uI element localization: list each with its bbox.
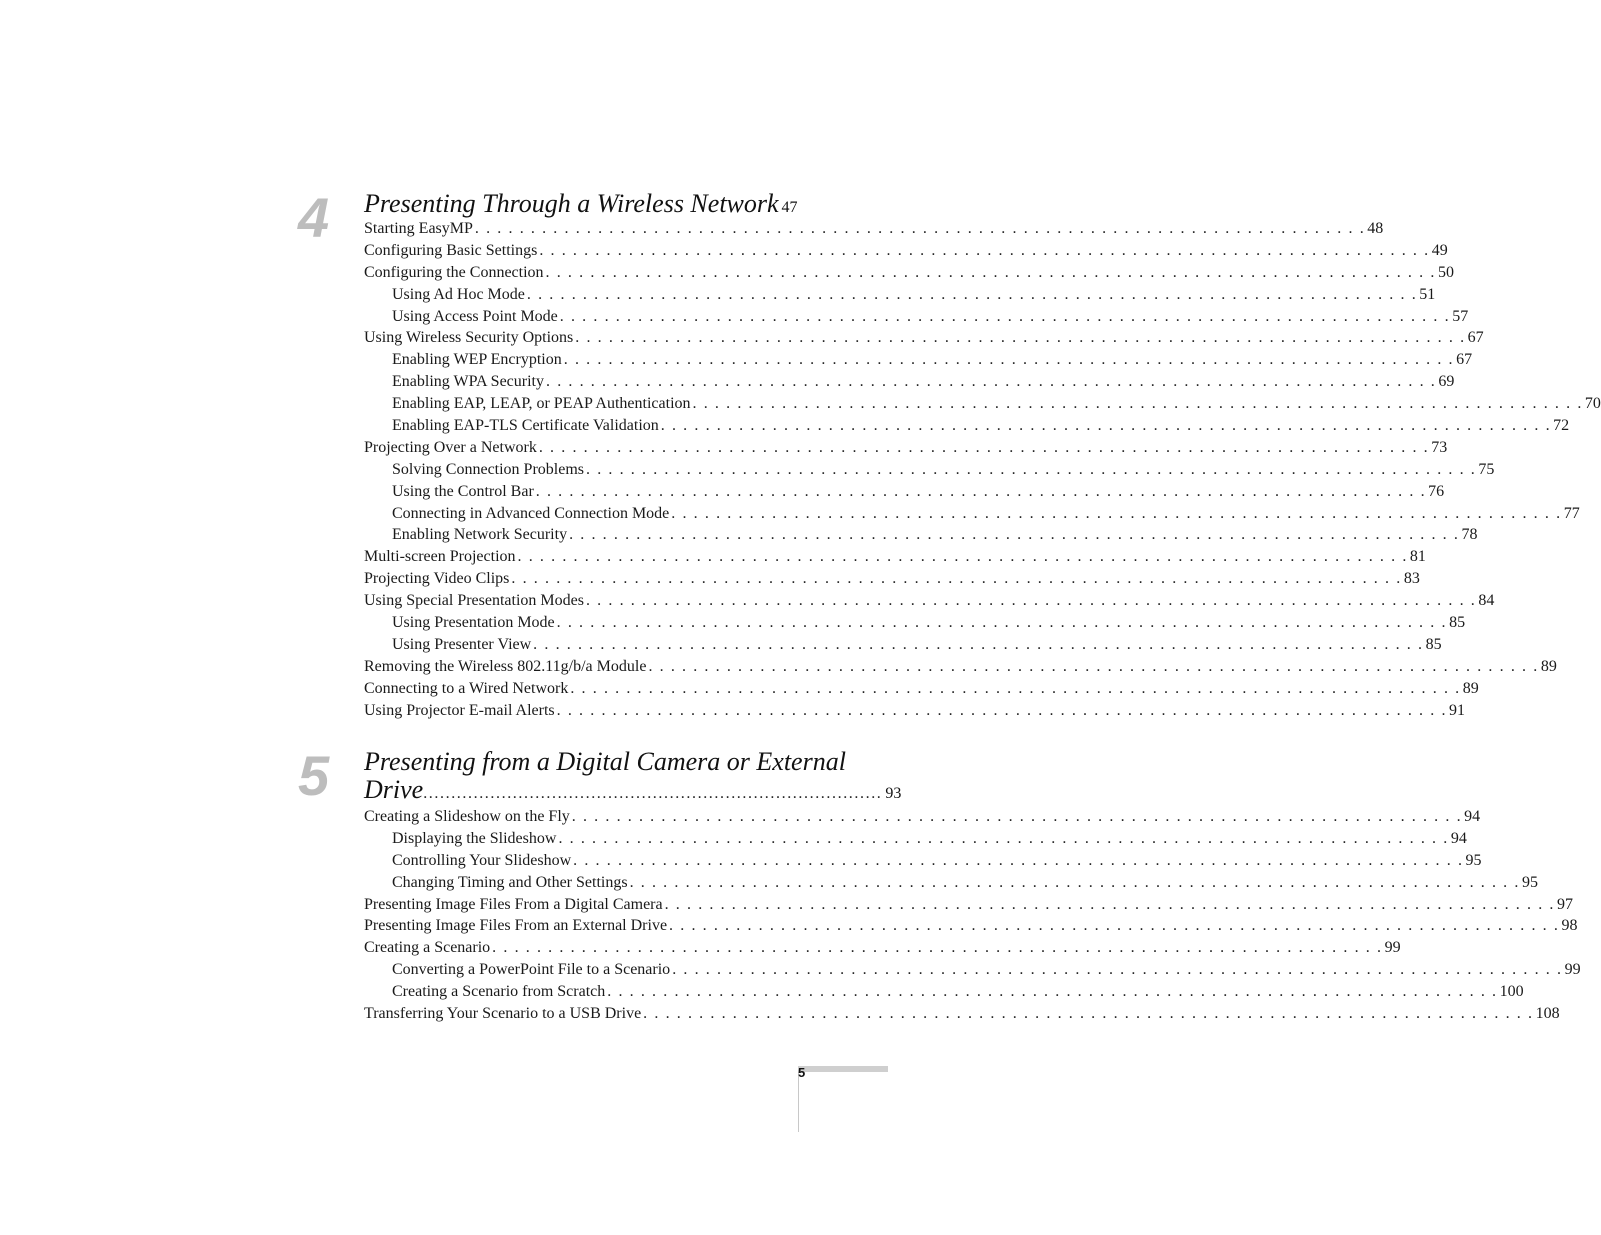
toc-entry-page: 95: [1465, 851, 1482, 869]
chapter-number: 5: [298, 744, 330, 807]
toc-entry-title: Enabling EAP-TLS Certificate Validation: [392, 417, 659, 435]
toc-entry-page: 85: [1425, 635, 1442, 653]
dot-leader: . . . . . . . . . . . . . . . . . . . . . . . . . . . . . . . . . . . . . . . . . . . . . . . . . . . . . . . . . . . . . . . . . . . . . . . . . . . . . . . .: [669, 917, 1560, 935]
toc-entry-title: Removing the Wireless 802.11g/b/a Module: [364, 657, 647, 675]
toc-entry-title: Enabling WEP Encryption: [392, 351, 562, 369]
toc-entry[interactable]: [364, 850, 1482, 872]
toc-entry[interactable]: [364, 327, 1484, 349]
toc-entry-title: Solving Connection Problems: [392, 460, 584, 478]
toc-entry-page: 94: [1464, 808, 1481, 825]
toc-entry-page: 81: [1409, 548, 1426, 566]
dot-leader: . . . . . . . . . . . . . . . . . . . . . . . . . . . . . . . . . . . . . . . . . . . . . . . . . . . . . . . . . . . . . . . . . . . . . . . . . . . . . . . .: [492, 939, 1383, 957]
toc-entry-page: 91: [1449, 701, 1466, 719]
toc-entry-page: 69: [1438, 373, 1455, 391]
toc-entry-title: Using Ad Hoc Mode: [392, 285, 525, 303]
toc-entry-title: Creating a Scenario from Scratch: [392, 983, 606, 1001]
dot-leader: . . . . . . . . . . . . . . . . . . . . . . . . . . . . . . . . . . . . . . . . . . . . . . . . . . . . . . . . . . . . . . . . . . . . . . . . . . . . . . . .: [526, 285, 1418, 303]
toc-entry-title: Connecting to a Wired Network: [364, 679, 569, 697]
dot-leader: . . . . . . . . . . . . . . . . . . . . . . . . . . . . . . . . . . . . . . . . . . . . . . . . . . . . . . . . . . . . . . . . . . . . . . . . . . . . . . . .: [539, 241, 1430, 259]
toc-entry-title: Using Access Point Mode: [392, 307, 558, 325]
chapter-title[interactable]: [364, 747, 902, 808]
toc-entry-page: 57: [1452, 307, 1469, 325]
toc-entry-page: 89: [1540, 657, 1557, 675]
dot-leader: . . . . . . . . . . . . . . . . . . . . . . . . . . . . . . . . . . . . . . . . . . . . . . . . . . . . . . . . . . . . . . . . . . . . . . . . . . . . . . . .: [559, 307, 1451, 325]
toc-entry-page: 48: [1367, 220, 1384, 237]
toc-entry-page: 99: [1564, 961, 1581, 979]
toc-entry-page: 84: [1478, 592, 1495, 610]
toc-entry-page: 99: [1384, 939, 1401, 957]
page-marker-rule: [798, 1072, 799, 1132]
toc-entry[interactable]: [364, 828, 1467, 850]
dot-leader: . . . . . . . . . . . . . . . . . . . . . . . . . . . . . . . . . . . . . . . . . . . . . . . . . . . . . . . . . . . . . . . . . . . . . . . . . . . . . . . .: [517, 548, 1408, 566]
toc-entry[interactable]: [364, 590, 1495, 612]
toc-entry[interactable]: [364, 872, 1538, 894]
toc-entry-page: 78: [1461, 526, 1478, 544]
toc-entry[interactable]: [364, 284, 1436, 306]
toc-entry-page: 73: [1431, 438, 1448, 456]
toc-entry-page: 83: [1403, 570, 1420, 588]
toc-entry-title: Using Presentation Mode: [392, 614, 555, 632]
toc-entry-title: Enabling EAP, LEAP, or PEAP Authentication: [392, 395, 691, 413]
dot-leader: . . . . . . . . . . . . . . . . . . . . . . . . . . . . . . . . . . . . . . . . . . . . . . . . . . . . . . . . . . . . . . . . . . . . . . . . . . . . . . . .: [535, 482, 1427, 500]
dot-leader: . . . . . . . . . . . . . . . . . . . . . . . . . . . . . . . . . . . . . . . . . . . . . . . . . . . . . . . . . . . . . . . . . . . . . . . . . . . . . . . .: [692, 395, 1583, 413]
toc-entry-title: Creating a Slideshow on the Fly: [364, 808, 570, 825]
toc-entry-title: Presenting Image Files From an External Drive: [364, 917, 668, 935]
chapter-title-line1: Presenting from a Digital Camera or External: [364, 747, 846, 776]
dot-leader: . . . . . . . . . . . . . . . . . . . . . . . . . . . . . . . . . . . . . . . . . . . . . . . . . . . . . . . . . . . . . . . . . . . . . . . . . . . . . . . .: [570, 679, 1461, 697]
toc-entry[interactable]: [364, 1003, 1560, 1025]
toc-entry-page: 97: [1557, 895, 1574, 913]
dot-leader: . . . . . . . . . . . . . . . . . . . . . . . . . . . . . . . . . . . . . . . . . . . . . . . . . . . . . . . . . . . . . . . . . . . . . . . . . . . . . . . .: [569, 526, 1460, 544]
toc-entry[interactable]: [364, 568, 1420, 590]
toc-entry-title: Changing Timing and Other Settings: [392, 873, 628, 891]
chapter-number: 4: [298, 186, 330, 249]
toc-entry-page: 77: [1563, 504, 1580, 522]
toc-entry-title: Connecting in Advanced Connection Mode: [392, 504, 670, 522]
toc-entry[interactable]: [364, 656, 1557, 678]
toc-entry-page: 95: [1521, 873, 1538, 891]
toc-entry-page: 67: [1456, 351, 1473, 369]
dot-leader: . . . . . . . . . . . . . . . . . . . . . . . . . . . . . . . . . . . . . . . . . . . . . . . . . . . . . . . . . . . . . . . . . . . . . . . . . . . . . . . .: [607, 983, 1498, 1001]
toc-entry-page: 70: [1584, 395, 1601, 413]
toc-entry-title: Projecting Over a Network: [364, 438, 537, 456]
toc-entry[interactable]: [364, 612, 1466, 634]
dot-leader: . . . . . . . . . . . . . . . . . . . . . . . . . . . . . . . . . . . . . . . . . . . . . . . . . . . . . . . . . . . . . . . . . . . . . . . . . . . . . . . .: [643, 1005, 1534, 1023]
page-marker-bar: [798, 1066, 888, 1072]
toc-entry[interactable]: [364, 894, 1574, 916]
dot-leader: . . . . . . . . . . . . . . . . . . . . . . . . . . . . . . . . . . . . . . . . . . . . . . . . . . . . . . . . . . . . . . . . . . . . . . . . . . . . . . . .: [556, 701, 1448, 719]
toc-entry-title: Multi-screen Projection: [364, 548, 516, 566]
dot-leader: . . . . . . . . . . . . . . . . . . . . . . . . . . . . . . . . . . . . . . . . . . . . . . . . . . . . . . . . . . . . . . . . . . . . . . . . . . . . . . . .: [556, 614, 1448, 632]
toc-entry-title: Using the Control Bar: [392, 482, 534, 500]
dot-leader: . . . . . . . . . . . . . . . . . . . . . . . . . . . . . . . . . . . . . . . . . . . . . . . . . . . . . . . . . . . . . . . . . . . . . . . . . . . . . . . .: [586, 460, 1477, 478]
toc-entry[interactable]: [364, 393, 1601, 415]
toc-entry[interactable]: [364, 371, 1455, 393]
chapter-title-line2: Drive: [364, 775, 424, 804]
toc-entry-title: Displaying the Slideshow: [392, 829, 557, 847]
toc-entry-title: Creating a Scenario: [364, 939, 491, 957]
dot-leader: . . . . . . . . . . . . . . . . . . . . . . . . . . . . . . . . . . . . . . . . . . . . . . . . . . . . . . . . . . . . . . . . . . . . . . . . . . . . . . . .: [629, 873, 1520, 891]
toc-entry[interactable]: [364, 524, 1478, 546]
toc-entry-page: 94: [1450, 829, 1467, 847]
toc-entry-page: 75: [1478, 460, 1495, 478]
toc-entry-page: 89: [1462, 679, 1479, 697]
toc-entry[interactable]: [364, 459, 1495, 481]
toc-entry-page: 50: [1437, 263, 1454, 281]
dot-leader: . . . . . . . . . . . . . . . . . . . . . . . . . . . . . . . . . . . . . . . . . . . . . . . . . . . . . . . . . . . . . . . . . . . . . . . . . . . . . . . .: [648, 657, 1539, 675]
toc-entry[interactable]: [364, 306, 1469, 328]
toc-entry[interactable]: [364, 481, 1445, 503]
chapter-title-text: Presenting Through a Wireless Network: [364, 189, 779, 218]
dot-leader: . . . . . . . . . . . . . . . . . . . . . . . . . . . . . . . . . . . . . . . . . . . . . . . . . . . . . . . . . . . . . . . . . . . . . . . . . . . . . . . .: [546, 373, 1437, 391]
dot-leader: . . . . . . . . . . . . . . . . . . . . . . . . . . . . . . . . . . . . . . . . . . . . . . . . . . . . . . . . . . . . . . . . . . . . . . . . . . . . . . . .: [660, 417, 1552, 435]
toc-entry-title: Using Special Presentation Modes: [364, 592, 584, 610]
chapter-title-page: 93: [885, 785, 902, 802]
toc-entry-title: Controlling Your Slideshow: [392, 851, 572, 869]
toc-entry-page: 85: [1449, 614, 1466, 632]
toc-entry[interactable]: [364, 937, 1401, 959]
dot-leader: . . . . . . . . . . . . . . . . . . . . . . . . . . . . . . . . . . . . . . . . . . . . . . . . . . . . . . . . . . . . . . . . . . . . . . . . . . . . . . . .: [571, 808, 1463, 825]
toc-entry[interactable]: [364, 634, 1442, 656]
toc-entry[interactable]: [364, 262, 1454, 284]
toc-entry[interactable]: [364, 415, 1570, 437]
dot-leader: . . . . . . . . . . . . . . . . . . . . . . . . . . . . . . . . . . . . . . . . . . . . . . . . . . . . . . . . . . . . . . . . . . . . . . . . . . . . . . . .: [672, 961, 1563, 979]
toc-entry-page: 51: [1419, 285, 1436, 303]
toc-entry-title: Enabling WPA Security: [392, 373, 544, 391]
dot-leader: . . . . . . . . . . . . . . . . . . . . . . . . . . . . . . . . . . . . . . . . . . . . . . . . . . . . . . . . . . . . . . . . . . . . . . . . . . . . . . . .: [533, 635, 1424, 653]
toc-entry[interactable]: [364, 349, 1473, 371]
toc-entry-title: Using Wireless Security Options: [364, 329, 574, 347]
toc-entry-title: Using Projector E-mail Alerts: [364, 701, 555, 719]
toc-entry[interactable]: [364, 806, 1481, 828]
dot-leader: . . . . . . . . . . . . . . . . . . . . . . . . . . . . . . . . . . . . . . . . . . . . . . . . . . . . . . . . . . . . . . . . . . . . . . . . . . . . . . . .: [664, 895, 1556, 913]
chapter-title-page: 47: [781, 199, 798, 216]
toc-entry-title: Starting EasyMP: [364, 220, 473, 237]
toc-entry[interactable]: [364, 218, 1384, 240]
dot-leader: . . . . . . . . . . . . . . . . . . . . . . . . . . . . . . . . . . . . . . . . . . . . . . . . . . . . . . . . . . . . . . . . . . . . . . . . . . . . . . . .: [545, 263, 1436, 281]
toc-entry-page: 98: [1561, 917, 1578, 935]
dot-leader: . . . . . . . . . . . . . . . . . . . . . . . . . . . . . . . . . . . . . . . . . . . . . . . . . . . . . . . . . . . . . . . . . . . . . . . . . . . . . . . .: [585, 592, 1477, 610]
dot-leader: . . . . . . . . . . . . . . . . . . . . . . . . . . . . . . . . . . . . . . . . . . . . . . . . . . . . . . . . . . . . . . . . . . . . . . . . . . . . . . . .: [575, 329, 1466, 347]
toc-entry[interactable]: [364, 959, 1581, 981]
toc-entry-page: 49: [1431, 241, 1448, 259]
toc-entry-page: 100: [1499, 983, 1524, 1001]
dot-leader: . . . . . . . . . . . . . . . . . . . . . . . . . . . . . . . . . . . . . . . . . . . . . . . . . . . . . . . . . . . . . . . . . . . . . . . . . . . . . . . .: [511, 570, 1402, 588]
dot-leader: . . . . . . . . . . . . . . . . . . . . . . . . . . . . . . . . . . . . . . . . . . . . . . . . . . . . . . . . . . . . . . . . . . . . . . . . . . . . . . . .: [563, 351, 1455, 369]
toc-entry-title: Presenting Image Files From a Digital Camera: [364, 895, 663, 913]
toc-list: [364, 218, 1601, 721]
toc-entry-title: Enabling Network Security: [392, 526, 568, 544]
toc-entry-page: 67: [1467, 329, 1484, 347]
toc-entry-title: Configuring Basic Settings: [364, 241, 538, 259]
toc-entry[interactable]: [364, 437, 1448, 459]
toc-entry[interactable]: [364, 915, 1578, 937]
toc-entry-title: Transferring Your Scenario to a USB Drive: [364, 1005, 642, 1023]
dot-leader: . . . . . . . . . . . . . . . . . . . . . . . . . . . . . . . . . . . . . . . . . . . . . . . . . . . . . . . . . . . . . . . . . . . . . . . . . . . . . . . .: [538, 438, 1430, 456]
toc-entry[interactable]: [364, 503, 1580, 525]
toc-entry[interactable]: [364, 981, 1524, 1003]
dot-leader: . . . . . . . . . . . . . . . . . . . . . . . . . . . . . . . . . . . . . . . . . . . . . . . . . . . . . . . . . . . . . . . . . . . . . . . . . . . . . . . .: [573, 851, 1464, 869]
dot-leader: ..................................................................................: [423, 785, 883, 802]
toc-entry-page: 76: [1428, 482, 1445, 500]
toc-entry-page: 72: [1553, 417, 1570, 435]
dot-leader: . . . . . . . . . . . . . . . . . . . . . . . . . . . . . . . . . . . . . . . . . . . . . . . . . . . . . . . . . . . . . . . . . . . . . . . . . . . . . . . .: [558, 829, 1449, 847]
toc-entry-title: Using Presenter View: [392, 635, 532, 653]
toc-entry-page: 108: [1535, 1005, 1560, 1023]
toc-list: [364, 806, 1581, 1025]
toc-entry-title: Projecting Video Clips: [364, 570, 510, 588]
toc-entry[interactable]: [364, 678, 1479, 700]
dot-leader: . . . . . . . . . . . . . . . . . . . . . . . . . . . . . . . . . . . . . . . . . . . . . . . . . . . . . . . . . . . . . . . . . . . . . . . . . . . . . . . .: [474, 220, 1366, 237]
toc-entry[interactable]: [364, 700, 1466, 722]
toc-entry-title: Configuring the Connection: [364, 263, 544, 281]
toc-entry[interactable]: [364, 240, 1448, 262]
page-number: 5: [798, 1065, 806, 1080]
dot-leader: . . . . . . . . . . . . . . . . . . . . . . . . . . . . . . . . . . . . . . . . . . . . . . . . . . . . . . . . . . . . . . . . . . . . . . . . . . . . . . . .: [671, 504, 1562, 522]
toc-entry-title: Converting a PowerPoint File to a Scenario: [392, 961, 671, 979]
toc-entry[interactable]: [364, 546, 1426, 568]
